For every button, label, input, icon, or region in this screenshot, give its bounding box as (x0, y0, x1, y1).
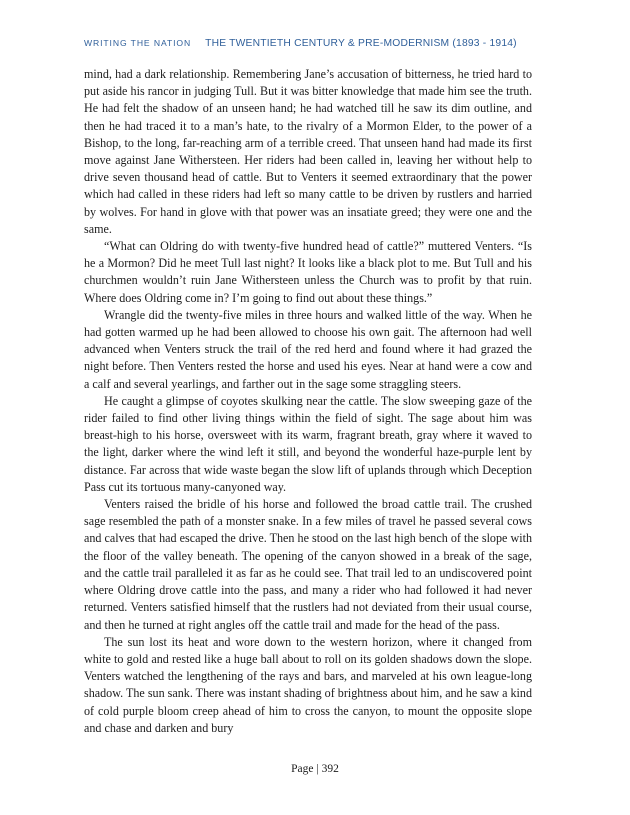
paragraph: Venters raised the bridle of his horse and followed the broad cattle trail. The crushed sage resembled the path of a monster snake. In a few miles of travel he passed several cows and calves that had escaped the drive. Then he stood on the last high bench of the slope with the floor of the valley beneath. The opening of the canyon showed in a break of the sage, and the cattle trail paralleled it as far as he could see. That trail led to an undiscovered point where Oldring drove cattle into the pass, and many a rider who had followed it had never returned. Venters satisfied himself that the rustlers had not deviated from their usual course, and then he turned at right angles off the cattle trail and made for the head of the pass. (84, 497, 532, 632)
paragraph: Wrangle did the twenty-five miles in three hours and walked little of the way. When he had gotten warmed up he had been allowed to choose his own gait. The afternoon had well advanced when Venters struck the trail of the red herd and found where it had grazed the night before. Then Venters rested the horse and used his eyes. Near at hand were a cow and a calf and several yearlings, and farther out in the sage some straggling steers. (84, 307, 532, 391)
page-number: Page | 392 (291, 763, 339, 775)
section-title: THE TWENTIETH CENTURY & PRE-MODERNISM (1893 - 1914) (205, 38, 517, 49)
paragraph: “What can Oldring do with twenty-five hundred head of cattle?” muttered Venters. “Is he a Mormon? Did he meet Tull last night? It looks like a black plot to me. But Tull and his churchmen wouldn’t ruin Jane Withersteen unless the Church was to profit by that ruin. Where does Oldring come in? I’m going to find out about these things.” (84, 239, 532, 305)
running-header (84, 38, 517, 49)
paragraph: mind, had a dark relationship. Remembering Jane’s accusation of bitterness, he tried hard to put aside his rancor in judging Tull. But it was bitter knowledge that made him see the truth. He had felt the shadow of an unseen hand; he had watched till he saw its dim outline, and then he had traced it to a man’s hate, to the rivalry of a Mormon Elder, to the power of a Bishop, to the long, far-reaching arm of a terrible creed. That unseen hand had made its first move against Jane Withersteen. Her riders had been called in, leaving her without help to drive seven thousand head of cattle. But to Venters it seemed extraordinary that the power which had called in these riders had left so many cattle to be driven by rustlers and harried by wolves. For hand in glove with that power was an insatiate greed; they were one and the same. (84, 67, 532, 236)
paragraph: The sun lost its heat and wore down to the western horizon, where it changed from white to gold and rested like a huge ball about to roll on its golden shadows down the slope. Venters watched the lengthening of the rays and bars, and marveled at his own league-long shadow. The sun sank. There was instant shading of brightness about him, and he saw a kind of cold purple bloom creep ahead of him to cross the canyon, to mount the opposite slope and chase and darken and bury (84, 634, 532, 735)
body-text (84, 66, 532, 737)
paragraph: He caught a glimpse of coyotes skulking near the cattle. The slow sweeping gaze of the rider failed to find other living things within the field of sight. The sage about him was breast-high to his horse, oversweet with its warm, fragrant breath, gray where it waved to the light, darker where the wind left it still, and beyond the wonderful haze-purple lent by distance. Far across that wide waste began the slow lift of uplands through which Deception Pass cut its tortuous many-canyoned way. (84, 393, 532, 494)
series-title: WRITING THE NATION (84, 38, 192, 48)
